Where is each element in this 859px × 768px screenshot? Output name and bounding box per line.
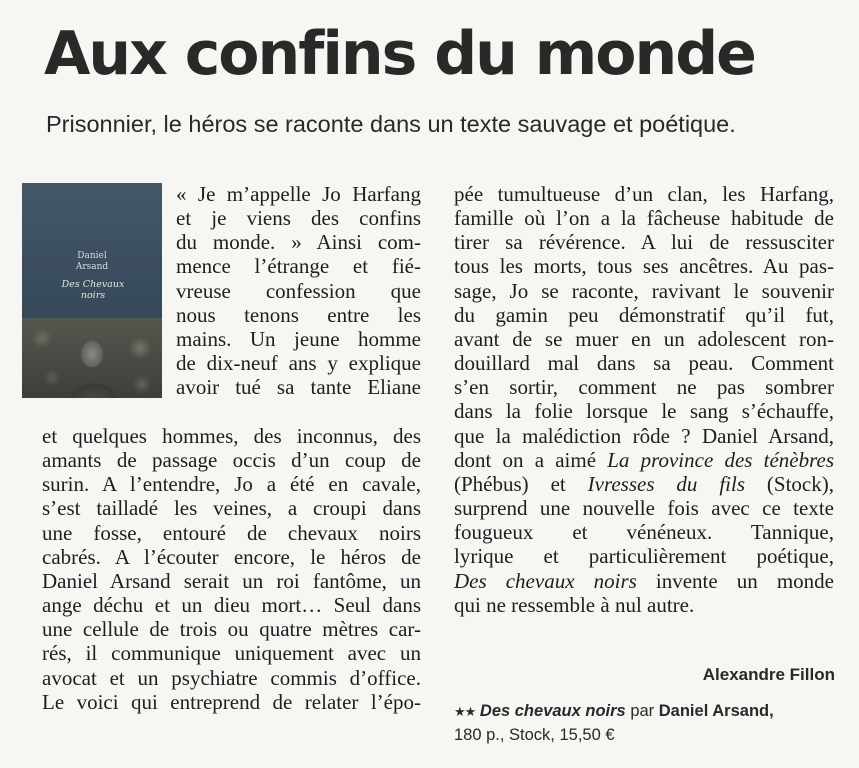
text-line: s’est tailladé les veines, a croupi dans <box>42 496 421 521</box>
book-info <box>454 700 835 746</box>
text-line: avant de se muer en un adolescent ron- <box>454 326 834 351</box>
text-line: s’en sortir, comment ne pas sombrer <box>454 375 834 400</box>
text-line: dans la folie lorsque le sang s’échauffe, <box>454 399 834 424</box>
book-reference: Ivresses du fils <box>587 471 746 496</box>
text-line: sage, Jo se raconte, ravivant le souvenir <box>454 278 834 303</box>
text-line: qui ne ressemble à nul autre. <box>454 592 695 617</box>
column-1-bottom <box>42 424 421 714</box>
text-line: nous tenons entre les <box>176 302 421 327</box>
cover-title <box>58 279 128 301</box>
text-line: du monde. » Ainsi com- <box>176 230 421 255</box>
cover-author-line: Arsand <box>75 262 109 272</box>
text-line: mains. Un jeune homme <box>176 326 421 351</box>
text-fragment: (Stock), <box>745 471 834 496</box>
text-fragment: dont on a aimé <box>454 447 608 472</box>
text-line: avoir tué sa tante Eliane <box>176 375 421 400</box>
rating-stars: ★★ <box>454 705 476 720</box>
book-reference: Des chevaux noirs <box>454 568 637 593</box>
column-2 <box>454 182 834 617</box>
text-fragment: invente un monde <box>636 568 835 593</box>
text-line: du gamin peu démonstratif qu’il fut, <box>454 302 834 327</box>
text-line: une fosse, entouré de chevaux noirs <box>42 520 421 545</box>
text-line: douillard mal dans sa peau. Comment <box>454 351 834 376</box>
text-line: et quelques hommes, des inconnus, des <box>42 424 421 448</box>
text-line <box>454 472 834 496</box>
text-line: ange déchu et un dieu mort… Seul dans <box>42 593 421 618</box>
text-line: « Je m’appelle Jo Harfang <box>176 182 421 206</box>
text-line: surin. A l’entendre, Jo a été en cavale, <box>42 472 421 497</box>
text-line: fougueux et vénéneux. Tannique, <box>454 520 834 545</box>
text-line: que la malédiction rôde ? Daniel Arsand, <box>454 423 834 448</box>
text-line: Le voici qui entreprend de relater l’épo- <box>42 689 421 714</box>
column-1-top <box>176 182 421 399</box>
text-line: tirer sa révérence. A lui de ressusciter <box>454 230 834 255</box>
text-line <box>454 448 834 472</box>
article-subtitle: Prisonnier, le héros se raconte dans un texte sauvage et poétique. <box>46 111 736 137</box>
text-line <box>454 569 834 593</box>
text-line: pée tumultueuse d’un clan, les Harfang, <box>454 182 834 206</box>
text-line: amants de passage occis d’un coup de <box>42 448 421 473</box>
text-line: tous les morts, tous ses ancêtres. Au pas- <box>454 254 834 279</box>
cover-title-line: noirs <box>80 290 106 301</box>
book-author: Daniel Arsand, <box>658 702 774 720</box>
book-reference: La province des ténèbres <box>607 447 834 472</box>
text-line: lyrique et particulièrement poétique, <box>454 544 834 569</box>
text-line: de dix-neuf ans y explique <box>176 351 421 376</box>
book-cover-image <box>22 183 162 398</box>
cover-author-line: Daniel <box>77 251 107 261</box>
cover-title-line: Des Chevaux <box>61 279 125 290</box>
text-line: mence l’étrange et fié- <box>176 254 421 279</box>
text-fragment: (Phébus) et <box>454 471 588 496</box>
cover-title-panel <box>22 183 162 318</box>
text-line: famille où l’on a la fâcheuse habitude de <box>454 206 834 231</box>
book-title: Des chevaux noirs <box>479 702 626 720</box>
book-info-line <box>454 700 835 724</box>
text-line: avocat et un psychiatre commis d’office. <box>42 665 421 690</box>
book-by: par <box>625 702 659 720</box>
text-line: surprend une nouvelle fois avec ce texte <box>454 496 834 521</box>
text-line: cabrés. A l’écouter encore, le héros de <box>42 544 421 569</box>
text-line: vreuse confession que <box>176 278 421 303</box>
article-title: Aux confins du monde <box>44 19 755 89</box>
text-line: rés, il communique uniquement avec un <box>42 641 421 666</box>
cover-author <box>62 251 122 273</box>
text-line: Daniel Arsand serait un roi fantôme, un <box>42 568 421 593</box>
text-line: une cellule de trois ou quatre mètres car- <box>42 617 421 642</box>
book-details: 180 p., Stock, 15,50 € <box>454 726 615 744</box>
text-line: et je viens des confins <box>176 206 421 231</box>
author-signature: Alexandre Fillon <box>702 665 835 684</box>
cover-author-photo <box>22 318 162 398</box>
